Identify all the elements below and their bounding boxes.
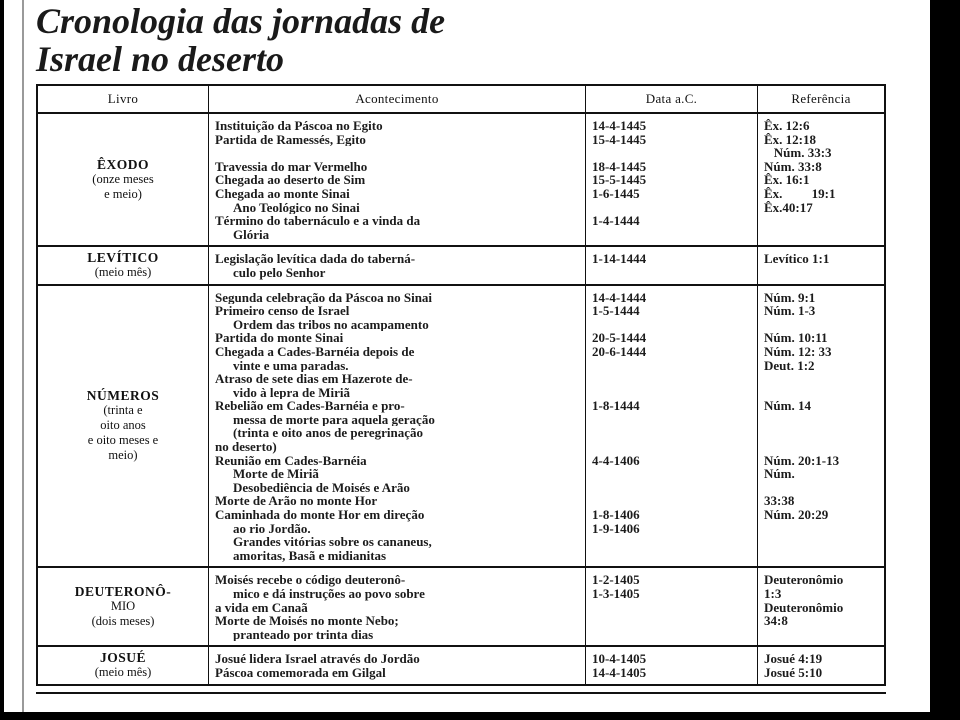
date-line: 10-4-1405 — [592, 652, 647, 666]
reference-line — [764, 413, 878, 427]
reference-line: Êx.40:17 — [764, 200, 813, 215]
date-line: 1-6-1445 — [592, 186, 640, 201]
book-cell — [38, 286, 209, 567]
event-line: Grandes vitórias sobre os cananeus, — [233, 535, 432, 549]
reference-line: Êx. 19:1 — [764, 186, 836, 201]
reference-line — [764, 426, 878, 440]
reference-line — [764, 628, 878, 642]
reference-line: Núm. 33:3 — [764, 146, 832, 160]
book-duration: (dois meses) — [91, 614, 155, 629]
reference-line: Êx. 16:1 — [764, 173, 810, 187]
date-line: 1-4-1444 — [592, 214, 640, 228]
event-line: Partida de Ramessés, Egito — [215, 132, 366, 147]
dates-cell — [586, 568, 758, 645]
table-section — [38, 286, 884, 569]
date-line — [592, 413, 751, 427]
book-duration: e meio) — [104, 187, 142, 202]
date-line — [592, 467, 751, 481]
date-line — [592, 228, 751, 242]
reference-line — [764, 535, 878, 549]
date-line: 1-2-1405 — [592, 573, 640, 587]
event-line: Moisés recebe o código deuteronô- — [215, 573, 406, 587]
reference-line: 34:8 — [764, 614, 788, 628]
title-line-2: Israel no deserto — [36, 39, 285, 79]
event-line — [215, 146, 579, 160]
event-line: vido à lepra de Miriã — [233, 385, 350, 400]
table-section — [38, 114, 884, 247]
event-line: Partida do monte Sinai — [215, 331, 344, 345]
date-line: 1-8-1406 — [592, 508, 640, 522]
event-line: Chegada ao deserto de Sim — [215, 173, 366, 187]
event-line: (trinta e oito anos de peregrinação — [233, 426, 424, 441]
event-line: Glória — [233, 227, 270, 242]
date-line — [592, 549, 751, 563]
reference-line — [764, 214, 878, 228]
event-line: Morte de Moisés no monte Nebo; — [215, 614, 399, 628]
date-line: 20-6-1444 — [592, 344, 647, 359]
event-line: culo pelo Senhor — [233, 265, 326, 280]
date-line — [592, 440, 751, 454]
reference-line: Núm. 10:11 — [764, 331, 828, 345]
event-line: Josué lidera Israel através do Jordão — [215, 652, 420, 666]
date-line: 18-4-1445 — [592, 159, 647, 174]
bottom-rule — [36, 692, 886, 694]
event-line: Legislação levítica dada do taberná- — [215, 252, 416, 266]
reference-line: Núm. 14 — [764, 399, 811, 413]
book-duration: meio) — [108, 448, 138, 463]
event-line: Término do tabernáculo e a vinda da — [215, 214, 421, 228]
event-line: Morte de Miriã — [233, 467, 319, 481]
table-header-row — [38, 86, 884, 114]
reference-line — [764, 522, 878, 536]
date-line: 14-4-1444 — [592, 290, 647, 305]
references-cell — [758, 568, 884, 645]
events-cell — [209, 247, 586, 283]
date-line — [592, 614, 751, 628]
event-line: Reunião em Cades-Barnéia — [215, 453, 367, 468]
events-cell — [209, 114, 586, 245]
date-line: 1-9-1406 — [592, 521, 640, 536]
date-line — [592, 494, 751, 508]
book-name: DEUTERONÔ- — [74, 584, 172, 600]
table-section — [38, 247, 884, 285]
book-duration: (onze meses — [92, 172, 154, 187]
event-line: messa de morte para aquela geração — [233, 412, 435, 427]
book-cell — [38, 568, 209, 645]
reference-line — [764, 386, 878, 400]
reference-line: Êx. 12:18 — [764, 132, 816, 147]
reference-line — [764, 318, 878, 332]
book-duration: e oito meses e — [87, 433, 159, 448]
events-cell — [209, 286, 586, 567]
date-line: 4-4-1406 — [592, 453, 640, 468]
references-cell — [758, 286, 884, 567]
date-line — [592, 426, 751, 440]
references-cell — [758, 114, 884, 245]
references-cell — [758, 647, 884, 683]
event-line: a vida em Canaã — [215, 600, 308, 615]
event-line: Instituição da Páscoa no Egito — [215, 119, 383, 133]
references-cell — [758, 247, 884, 283]
dates-cell — [586, 286, 758, 567]
reference-line — [764, 372, 878, 386]
date-line — [592, 266, 751, 280]
header-livro: Livro — [38, 86, 209, 112]
reference-line: Núm. 20:29 — [764, 508, 829, 522]
dates-cell — [586, 247, 758, 283]
event-line: Páscoa comemorada em Gilgal — [215, 665, 386, 680]
date-line — [592, 535, 751, 549]
date-line: 15-5-1445 — [592, 173, 647, 187]
date-line — [592, 146, 751, 160]
date-line — [592, 359, 751, 373]
reference-line: Núm. 1-3 — [764, 304, 816, 318]
reference-line: Deut. 1:2 — [764, 358, 815, 373]
event-line: no deserto) — [215, 440, 277, 454]
book-name: JOSUÉ — [99, 650, 146, 666]
book-name: NÚMEROS — [86, 388, 160, 404]
header-data: Data a.C. — [586, 86, 758, 112]
book-duration: (trinta e — [103, 403, 143, 418]
event-line: Ano Teológico no Sinai — [233, 200, 360, 215]
date-line: 1-5-1444 — [592, 304, 640, 318]
event-line: Primeiro censo de Israel — [215, 304, 350, 318]
event-line: Chegada a Cades-Barnéia depois de — [215, 344, 415, 359]
reference-line — [764, 481, 878, 495]
date-line: 14-4-1445 — [592, 119, 647, 133]
events-cell — [209, 568, 586, 645]
reference-line: Deuteronômio — [764, 600, 844, 615]
event-line: Ordem das tribos no acampamento — [233, 317, 429, 332]
event-line: Caminhada do monte Hor em direção — [215, 508, 425, 522]
header-acontecimento: Acontecimento — [209, 86, 586, 112]
frame-right-border — [930, 0, 960, 720]
date-line: 20-5-1444 — [592, 331, 647, 345]
table-body — [38, 114, 884, 684]
reference-line: Êx. 12:6 — [764, 119, 810, 133]
reference-line: Levítico 1:1 — [764, 252, 830, 266]
date-line — [592, 318, 751, 332]
table-section — [38, 568, 884, 647]
event-line: pranteado por trinta dias — [233, 627, 374, 642]
frame-bottom-border — [0, 712, 960, 720]
page-edge-line — [22, 0, 24, 712]
book-duration: (meio mês) — [94, 665, 152, 680]
book-name: LEVÍTICO — [87, 250, 159, 266]
table-section — [38, 647, 884, 683]
reference-line — [764, 228, 878, 242]
reference-line: 33:38 — [764, 494, 795, 509]
reference-line: 1:3 — [764, 587, 782, 601]
book-cell — [38, 114, 209, 245]
event-line: mico e dá instruções ao povo sobre — [233, 587, 425, 601]
book-cell — [38, 647, 209, 683]
book-duration: MIO — [110, 599, 136, 614]
event-line: Chegada ao monte Sinai — [215, 186, 350, 201]
date-line: 1-3-1405 — [592, 587, 640, 601]
event-line: Travessia do mar Vermelho — [215, 159, 368, 174]
event-line: Morte de Arão no monte Hor — [215, 494, 378, 509]
date-line: 14-4-1405 — [592, 665, 647, 680]
dates-cell — [586, 647, 758, 683]
event-line: vinte e uma paradas. — [233, 358, 349, 373]
reference-line: Núm. 33:8 — [764, 159, 822, 174]
reference-line: Núm. 12: 33 — [764, 344, 832, 359]
event-line: Desobediência de Moisés e Arão — [233, 480, 410, 495]
header-referencia: Referência — [791, 91, 851, 106]
events-cell — [209, 647, 586, 683]
date-line: 1-8-1444 — [592, 399, 640, 413]
page-title — [36, 2, 445, 78]
dates-cell — [586, 114, 758, 245]
event-line: ao rio Jordão. — [233, 521, 311, 536]
book-duration: (meio mês) — [94, 265, 152, 280]
reference-line — [764, 440, 878, 454]
reference-line: Josué 4:19 — [764, 652, 823, 666]
chronology-table — [36, 84, 886, 686]
date-line — [592, 481, 751, 495]
reference-line: Deuteronômio — [764, 573, 844, 587]
date-line — [592, 372, 751, 386]
reference-line — [764, 549, 878, 563]
reference-line: Núm. — [764, 467, 795, 481]
date-line — [592, 601, 751, 615]
event-line: Rebelião em Cades-Barnéia e pro- — [215, 399, 405, 413]
reference-line: Josué 5:10 — [764, 665, 823, 680]
date-line: 1-14-1444 — [592, 252, 647, 266]
event-line: Atraso de sete dias em Hazerote de- — [215, 372, 413, 386]
date-line — [592, 201, 751, 215]
reference-line: Núm. 9:1 — [764, 290, 816, 305]
date-line: 15-4-1445 — [592, 132, 647, 147]
book-duration: oito anos — [100, 418, 146, 433]
date-line — [592, 386, 751, 400]
reference-line — [764, 266, 878, 280]
title-line-1: Cronologia das jornadas de — [36, 1, 446, 41]
book-cell — [38, 247, 209, 283]
frame-left-border — [0, 0, 4, 720]
event-line: amoritas, Basã e midianitas — [233, 548, 387, 563]
date-line — [592, 628, 751, 642]
reference-line: Núm. 20:1-13 — [764, 453, 840, 468]
book-name: ÊXODO — [96, 157, 149, 173]
event-line: Segunda celebração da Páscoa no Sinai — [215, 290, 433, 305]
